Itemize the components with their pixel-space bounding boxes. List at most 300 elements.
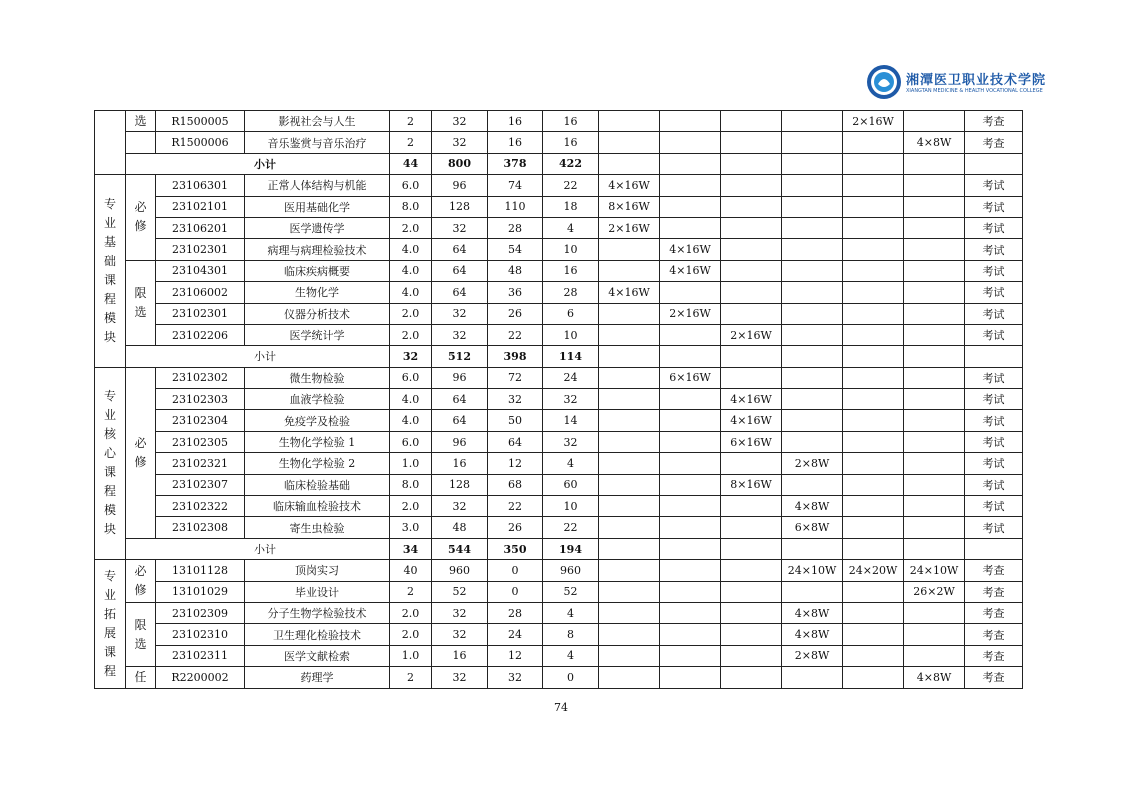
assessment: 考查 bbox=[965, 581, 1023, 602]
semester-2 bbox=[660, 431, 721, 452]
semester-4 bbox=[782, 324, 843, 345]
semester-3 bbox=[721, 260, 782, 281]
theory-hours: 28 bbox=[488, 217, 543, 238]
practice-hours: 960 bbox=[543, 560, 599, 581]
group-basic-required: 必 修 bbox=[126, 175, 156, 261]
subtotal-theory: 398 bbox=[488, 346, 543, 367]
table-row bbox=[95, 581, 1023, 602]
semester-5 bbox=[843, 474, 904, 495]
total-hours: 96 bbox=[432, 431, 488, 452]
course-name: 医学遗传学 bbox=[245, 217, 390, 238]
theory-hours: 12 bbox=[488, 645, 543, 666]
semester-6: 4×8W bbox=[904, 132, 965, 153]
semester-4 bbox=[782, 217, 843, 238]
semester-6 bbox=[904, 474, 965, 495]
credits: 2 bbox=[390, 111, 432, 132]
total-hours: 32 bbox=[432, 496, 488, 517]
semester-4: 24×10W bbox=[782, 560, 843, 581]
semester-3 bbox=[721, 645, 782, 666]
semester-5 bbox=[843, 645, 904, 666]
total-hours: 32 bbox=[432, 303, 488, 324]
subtotal-credits: 44 bbox=[390, 153, 432, 174]
course-code: 13101029 bbox=[156, 581, 245, 602]
total-hours: 64 bbox=[432, 282, 488, 303]
course-code: 23102309 bbox=[156, 602, 245, 623]
total-hours: 32 bbox=[432, 132, 488, 153]
table-row bbox=[95, 111, 1023, 132]
semester-1 bbox=[599, 581, 660, 602]
semester-2 bbox=[660, 667, 721, 688]
practice-hours: 32 bbox=[543, 431, 599, 452]
semester-3 bbox=[721, 132, 782, 153]
college-name-en: XIANGTAN MEDICINE & HEALTH VOCATIONAL COLLEGE bbox=[906, 88, 1043, 94]
credits: 2.0 bbox=[390, 624, 432, 645]
group-ext-required: 必 修 bbox=[126, 560, 156, 603]
course-name: 音乐鉴赏与音乐治疗 bbox=[245, 132, 390, 153]
table-row bbox=[95, 496, 1023, 517]
practice-hours: 8 bbox=[543, 624, 599, 645]
semester-4: 2×8W bbox=[782, 645, 843, 666]
practice-hours: 52 bbox=[543, 581, 599, 602]
semester-2 bbox=[660, 196, 721, 217]
total-hours: 64 bbox=[432, 389, 488, 410]
course-name: 寄生虫检验 bbox=[245, 517, 390, 538]
practice-hours: 14 bbox=[543, 410, 599, 431]
course-name: 顶岗实习 bbox=[245, 560, 390, 581]
course-name: 正常人体结构与机能 bbox=[245, 175, 390, 196]
semester-1: 4×16W bbox=[599, 175, 660, 196]
course-name: 毕业设计 bbox=[245, 581, 390, 602]
table-row bbox=[95, 517, 1023, 538]
subtotal-hours: 544 bbox=[432, 538, 488, 559]
semester-1 bbox=[599, 517, 660, 538]
semester-4 bbox=[782, 474, 843, 495]
semester-4 bbox=[782, 303, 843, 324]
total-hours: 32 bbox=[432, 111, 488, 132]
total-hours: 32 bbox=[432, 217, 488, 238]
semester-5 bbox=[843, 175, 904, 196]
semester-3 bbox=[721, 602, 782, 623]
practice-hours: 4 bbox=[543, 645, 599, 666]
assessment: 考试 bbox=[965, 453, 1023, 474]
semester-5: 2×16W bbox=[843, 111, 904, 132]
course-name: 临床检验基础 bbox=[245, 474, 390, 495]
table-row bbox=[95, 645, 1023, 666]
course-name: 生物化学检验 2 bbox=[245, 453, 390, 474]
semester-1 bbox=[599, 410, 660, 431]
theory-hours: 68 bbox=[488, 474, 543, 495]
semester-2: 2×16W bbox=[660, 303, 721, 324]
semester-4 bbox=[782, 410, 843, 431]
semester-4 bbox=[782, 239, 843, 260]
semester-2 bbox=[660, 496, 721, 517]
page-number: 74 bbox=[554, 701, 568, 714]
practice-hours: 22 bbox=[543, 175, 599, 196]
course-name: 临床疾病概要 bbox=[245, 260, 390, 281]
semester-4 bbox=[782, 581, 843, 602]
semester-1: 2×16W bbox=[599, 217, 660, 238]
total-hours: 52 bbox=[432, 581, 488, 602]
semester-6 bbox=[904, 260, 965, 281]
semester-4 bbox=[782, 431, 843, 452]
course-code: 23104301 bbox=[156, 260, 245, 281]
semester-3 bbox=[721, 624, 782, 645]
semester-2: 6×16W bbox=[660, 367, 721, 388]
assessment: 考查 bbox=[965, 560, 1023, 581]
theory-hours: 26 bbox=[488, 517, 543, 538]
assessment: 考试 bbox=[965, 175, 1023, 196]
semester-6: 26×2W bbox=[904, 581, 965, 602]
subtotal-practice: 422 bbox=[543, 153, 599, 174]
practice-hours: 10 bbox=[543, 496, 599, 517]
total-hours: 16 bbox=[432, 453, 488, 474]
table-row bbox=[95, 624, 1023, 645]
theory-hours: 0 bbox=[488, 581, 543, 602]
credits: 2.0 bbox=[390, 303, 432, 324]
theory-hours: 24 bbox=[488, 624, 543, 645]
course-code: 23106201 bbox=[156, 217, 245, 238]
total-hours: 32 bbox=[432, 624, 488, 645]
total-hours: 32 bbox=[432, 324, 488, 345]
semester-1 bbox=[599, 303, 660, 324]
total-hours: 64 bbox=[432, 239, 488, 260]
semester-3 bbox=[721, 453, 782, 474]
semester-5 bbox=[843, 260, 904, 281]
course-name: 医用基础化学 bbox=[245, 196, 390, 217]
category-core-module: 专 业 核 心 课 程 模 块 bbox=[95, 367, 126, 560]
practice-hours: 10 bbox=[543, 239, 599, 260]
semester-3 bbox=[721, 581, 782, 602]
semester-5 bbox=[843, 303, 904, 324]
semester-4: 6×8W bbox=[782, 517, 843, 538]
semester-6 bbox=[904, 303, 965, 324]
subtotal-theory: 350 bbox=[488, 538, 543, 559]
theory-hours: 110 bbox=[488, 196, 543, 217]
theory-hours: 16 bbox=[488, 132, 543, 153]
practice-hours: 28 bbox=[543, 282, 599, 303]
semester-3 bbox=[721, 496, 782, 517]
practice-hours: 32 bbox=[543, 389, 599, 410]
subtotal-row bbox=[95, 538, 1023, 559]
credits: 2.0 bbox=[390, 602, 432, 623]
subtotal-credits: 34 bbox=[390, 538, 432, 559]
credits: 8.0 bbox=[390, 474, 432, 495]
semester-2 bbox=[660, 581, 721, 602]
group-ext-optional: 任 bbox=[126, 667, 156, 688]
table-row bbox=[95, 410, 1023, 431]
curriculum-table bbox=[94, 110, 1023, 689]
theory-hours: 28 bbox=[488, 602, 543, 623]
assessment: 考试 bbox=[965, 282, 1023, 303]
theory-hours: 12 bbox=[488, 453, 543, 474]
semester-5: 24×20W bbox=[843, 560, 904, 581]
total-hours: 128 bbox=[432, 474, 488, 495]
subtotal-hours: 800 bbox=[432, 153, 488, 174]
subtotal-hours: 512 bbox=[432, 346, 488, 367]
assessment: 考查 bbox=[965, 667, 1023, 688]
practice-hours: 4 bbox=[543, 217, 599, 238]
course-name: 血液学检验 bbox=[245, 389, 390, 410]
category-cell-continued bbox=[95, 111, 126, 175]
college-seal-icon bbox=[866, 64, 902, 100]
semester-3 bbox=[721, 303, 782, 324]
semester-3 bbox=[721, 217, 782, 238]
semester-6 bbox=[904, 410, 965, 431]
group-ext-limited: 限 选 bbox=[126, 602, 156, 666]
semester-4: 4×8W bbox=[782, 602, 843, 623]
assessment: 考试 bbox=[965, 239, 1023, 260]
table-row bbox=[95, 324, 1023, 345]
subtotal-label: 小计 bbox=[126, 153, 390, 174]
credits: 4.0 bbox=[390, 282, 432, 303]
semester-5 bbox=[843, 239, 904, 260]
subtotal-label: 小计 bbox=[126, 346, 390, 367]
semester-3 bbox=[721, 196, 782, 217]
course-code: 23102322 bbox=[156, 496, 245, 517]
semester-1 bbox=[599, 560, 660, 581]
table-row bbox=[95, 239, 1023, 260]
table-row bbox=[95, 389, 1023, 410]
semester-6 bbox=[904, 602, 965, 623]
semester-4 bbox=[782, 667, 843, 688]
semester-3 bbox=[721, 667, 782, 688]
table-row bbox=[95, 453, 1023, 474]
semester-4 bbox=[782, 111, 843, 132]
semester-6 bbox=[904, 431, 965, 452]
semester-4 bbox=[782, 260, 843, 281]
semester-5 bbox=[843, 667, 904, 688]
semester-2 bbox=[660, 560, 721, 581]
total-hours: 128 bbox=[432, 196, 488, 217]
semester-5 bbox=[843, 132, 904, 153]
practice-hours: 16 bbox=[543, 260, 599, 281]
semester-5 bbox=[843, 324, 904, 345]
semester-4: 4×8W bbox=[782, 624, 843, 645]
course-name: 临床输血检验技术 bbox=[245, 496, 390, 517]
table-row bbox=[95, 175, 1023, 196]
semester-2 bbox=[660, 602, 721, 623]
course-code: 23102301 bbox=[156, 303, 245, 324]
total-hours: 48 bbox=[432, 517, 488, 538]
semester-5 bbox=[843, 282, 904, 303]
assessment: 考试 bbox=[965, 389, 1023, 410]
assessment: 考试 bbox=[965, 431, 1023, 452]
semester-1 bbox=[599, 431, 660, 452]
assessment: 考试 bbox=[965, 303, 1023, 324]
assessment: 考试 bbox=[965, 196, 1023, 217]
practice-hours: 6 bbox=[543, 303, 599, 324]
semester-5 bbox=[843, 431, 904, 452]
semester-2 bbox=[660, 645, 721, 666]
semester-1 bbox=[599, 496, 660, 517]
semester-3 bbox=[721, 111, 782, 132]
semester-3 bbox=[721, 517, 782, 538]
course-name: 医学文献检索 bbox=[245, 645, 390, 666]
subtotal-practice: 194 bbox=[543, 538, 599, 559]
category-basic-module: 专 业 基 础 课 程 模 块 bbox=[95, 175, 126, 368]
semester-5 bbox=[843, 453, 904, 474]
semester-5 bbox=[843, 581, 904, 602]
semester-3: 4×16W bbox=[721, 389, 782, 410]
subtotal-theory: 378 bbox=[488, 153, 543, 174]
college-logo bbox=[866, 64, 1047, 104]
table-row bbox=[95, 667, 1023, 688]
course-name: 微生物检验 bbox=[245, 367, 390, 388]
theory-hours: 54 bbox=[488, 239, 543, 260]
semester-3: 2×16W bbox=[721, 324, 782, 345]
credits: 8.0 bbox=[390, 196, 432, 217]
semester-1 bbox=[599, 624, 660, 645]
semester-6 bbox=[904, 175, 965, 196]
assessment: 考试 bbox=[965, 217, 1023, 238]
credits: 2.0 bbox=[390, 496, 432, 517]
semester-2 bbox=[660, 217, 721, 238]
credits: 1.0 bbox=[390, 453, 432, 474]
course-code: 23102301 bbox=[156, 239, 245, 260]
semester-5 bbox=[843, 389, 904, 410]
total-hours: 16 bbox=[432, 645, 488, 666]
theory-hours: 22 bbox=[488, 496, 543, 517]
table-row bbox=[95, 431, 1023, 452]
theory-hours: 26 bbox=[488, 303, 543, 324]
group-cell: 选 bbox=[126, 111, 156, 132]
assessment: 考试 bbox=[965, 324, 1023, 345]
course-name: 仪器分析技术 bbox=[245, 303, 390, 324]
course-name: 分子生物学检验技术 bbox=[245, 602, 390, 623]
theory-hours: 16 bbox=[488, 111, 543, 132]
table-row bbox=[95, 560, 1023, 581]
semester-2 bbox=[660, 517, 721, 538]
assessment: 考试 bbox=[965, 367, 1023, 388]
credits: 6.0 bbox=[390, 175, 432, 196]
semester-6 bbox=[904, 217, 965, 238]
total-hours: 960 bbox=[432, 560, 488, 581]
practice-hours: 16 bbox=[543, 111, 599, 132]
semester-2 bbox=[660, 410, 721, 431]
course-name: 卫生理化检验技术 bbox=[245, 624, 390, 645]
table-row bbox=[95, 303, 1023, 324]
theory-hours: 64 bbox=[488, 431, 543, 452]
credits: 2 bbox=[390, 667, 432, 688]
semester-5 bbox=[843, 196, 904, 217]
semester-4 bbox=[782, 367, 843, 388]
course-code: 23102303 bbox=[156, 389, 245, 410]
group-cell bbox=[126, 132, 156, 153]
practice-hours: 22 bbox=[543, 517, 599, 538]
credits: 4.0 bbox=[390, 410, 432, 431]
theory-hours: 36 bbox=[488, 282, 543, 303]
credits: 2.0 bbox=[390, 217, 432, 238]
course-code: 23102206 bbox=[156, 324, 245, 345]
credits: 6.0 bbox=[390, 367, 432, 388]
theory-hours: 50 bbox=[488, 410, 543, 431]
semester-6 bbox=[904, 453, 965, 474]
semester-5 bbox=[843, 624, 904, 645]
semester-4 bbox=[782, 175, 843, 196]
course-name: 生物化学检验 1 bbox=[245, 431, 390, 452]
semester-4 bbox=[782, 389, 843, 410]
assessment: 考试 bbox=[965, 410, 1023, 431]
semester-2 bbox=[660, 111, 721, 132]
course-name: 生物化学 bbox=[245, 282, 390, 303]
semester-6 bbox=[904, 196, 965, 217]
practice-hours: 16 bbox=[543, 132, 599, 153]
subtotal-row bbox=[95, 346, 1023, 367]
assessment: 考查 bbox=[965, 602, 1023, 623]
practice-hours: 10 bbox=[543, 324, 599, 345]
semester-5 bbox=[843, 367, 904, 388]
group-basic-limited: 限 选 bbox=[126, 260, 156, 346]
credits: 2 bbox=[390, 132, 432, 153]
semester-5 bbox=[843, 217, 904, 238]
course-code: 23102302 bbox=[156, 367, 245, 388]
table-row bbox=[95, 367, 1023, 388]
semester-1 bbox=[599, 474, 660, 495]
semester-2: 4×16W bbox=[660, 260, 721, 281]
semester-1: 8×16W bbox=[599, 196, 660, 217]
group-core-required: 必 修 bbox=[126, 367, 156, 538]
semester-5 bbox=[843, 410, 904, 431]
assessment: 考查 bbox=[965, 132, 1023, 153]
course-code: R1500005 bbox=[156, 111, 245, 132]
table-row bbox=[95, 602, 1023, 623]
semester-3: 6×16W bbox=[721, 431, 782, 452]
total-hours: 64 bbox=[432, 260, 488, 281]
semester-1 bbox=[599, 111, 660, 132]
semester-1 bbox=[599, 453, 660, 474]
semester-3: 4×16W bbox=[721, 410, 782, 431]
semester-2 bbox=[660, 282, 721, 303]
theory-hours: 32 bbox=[488, 389, 543, 410]
assessment: 考试 bbox=[965, 474, 1023, 495]
credits: 4.0 bbox=[390, 389, 432, 410]
course-code: 13101128 bbox=[156, 560, 245, 581]
total-hours: 32 bbox=[432, 602, 488, 623]
semester-5 bbox=[843, 517, 904, 538]
assessment: 考查 bbox=[965, 645, 1023, 666]
course-code: 23102304 bbox=[156, 410, 245, 431]
theory-hours: 22 bbox=[488, 324, 543, 345]
credits: 2.0 bbox=[390, 324, 432, 345]
table-row bbox=[95, 282, 1023, 303]
table-row bbox=[95, 132, 1023, 153]
course-code: 23106301 bbox=[156, 175, 245, 196]
subtotal-label: 小计 bbox=[126, 538, 390, 559]
semester-6: 4×8W bbox=[904, 667, 965, 688]
practice-hours: 4 bbox=[543, 602, 599, 623]
credits: 3.0 bbox=[390, 517, 432, 538]
total-hours: 32 bbox=[432, 667, 488, 688]
semester-6 bbox=[904, 282, 965, 303]
semester-2 bbox=[660, 453, 721, 474]
semester-6 bbox=[904, 111, 965, 132]
semester-4: 2×8W bbox=[782, 453, 843, 474]
assessment: 考查 bbox=[965, 111, 1023, 132]
semester-2 bbox=[660, 624, 721, 645]
semester-3: 8×16W bbox=[721, 474, 782, 495]
course-code: 23102307 bbox=[156, 474, 245, 495]
credits: 4.0 bbox=[390, 239, 432, 260]
assessment: 考查 bbox=[965, 624, 1023, 645]
credits: 4.0 bbox=[390, 260, 432, 281]
semester-6 bbox=[904, 239, 965, 260]
theory-hours: 32 bbox=[488, 667, 543, 688]
table-row bbox=[95, 217, 1023, 238]
semester-6 bbox=[904, 624, 965, 645]
semester-4 bbox=[782, 196, 843, 217]
credits: 1.0 bbox=[390, 645, 432, 666]
semester-2 bbox=[660, 389, 721, 410]
